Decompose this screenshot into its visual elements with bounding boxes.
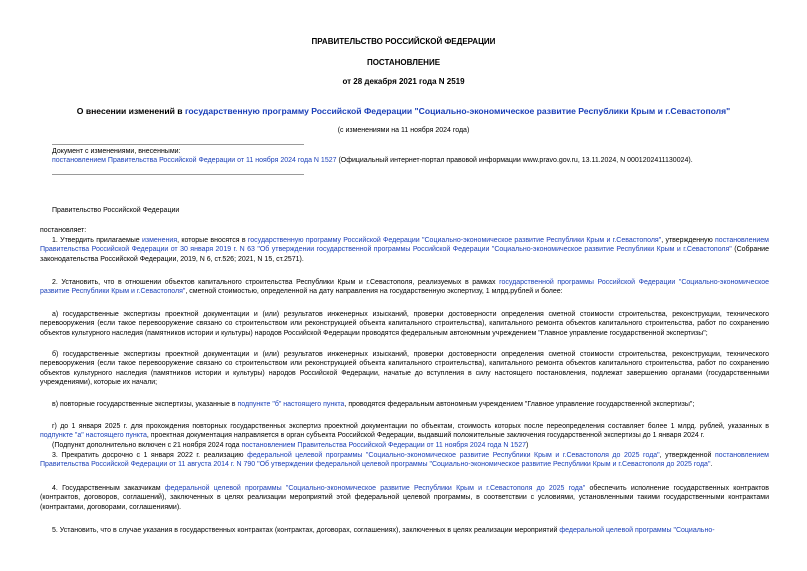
paragraph-5 [40,526,769,535]
paragraph-4 [40,484,769,512]
pg-text-a: г) до 1 января 2025 г. для прохождения повторных государственных экспертиз проектной документации по объектам, стоимость которых после переопределения составляет более 1 млрд. рублей, указанных в [52,423,769,430]
amended-note: (с изменениями на 11 ноября 2024 года) [337,127,470,134]
p4-text-a: 4. Государственным заказчикам [52,485,165,492]
p1-program-link[interactable]: государственную программу Российской Федерации "Социально-экономическое развитие Республики Крым и г.Севастополя" [247,237,662,244]
document-type: ПОСТАНОВЛЕНИЕ [366,58,441,67]
p2-text-b: , сметной стоимостью, определенной на дату направления на государственную экспертизу, 1 млрд.рублей и более: [185,288,563,296]
p4-fcp-link[interactable]: федеральной целевой программы "Социально-экономическое развитие Республики Крым и г.Севастополя до 2025 года" [164,485,586,492]
paragraph-1 [40,236,769,264]
changes-tail: (Официальный интернет-портал правовой информации www.pravo.gov.ru, 13.11.2024, N 0001202411130024). [336,157,693,164]
subparagraph-v [40,400,769,409]
pv-text-a: в) повторные государственные экспертизы, указанные в [52,401,238,408]
pv-subparagraph-link[interactable]: подпункте "б" настоящего пункта [237,401,345,408]
pv-text-b: , проводятся федеральным автономным учреждением "Главное управление государственной экспертизы"; [344,401,695,408]
pg-subparagraph-link[interactable]: подпункте "а" настоящего пункта [40,432,147,440]
p5-text-a: 5. Установить, что в случае указания в государственных контрактах (контрактах, договорах, соглашениях), заключенных в целях реализации мероприятий [52,527,560,534]
issuer-title: ПРАВИТЕЛЬСТВО РОССИЙСКОЙ ФЕДЕРАЦИИ [311,37,496,46]
p2-program-link[interactable]: государственной программы Российской Федерации "Социально-экономическое развитие Республики Крым и г.Севастополя" [40,279,769,296]
p4-text-b: обеспечить исполнение государственных контрактов (контрактов, договоров, соглашений), заключенных в целях реализации мероприятий этой федеральной целевой программы, в соответствии с условиями, установленными такими государственными контрактами (контрактами, договорами, соглашениями). [40,485,770,511]
pg-note-link[interactable]: постановлением Правительства Российской Федерации от 11 ноября 2024 года N 1527 [241,442,526,449]
document-date: от 28 декабря 2021 года N 2519 [342,77,465,86]
divider-bottom [52,174,304,175]
pg-note-text-a: (Подпункт дополнительно включен с 21 ноября 2024 года [52,442,242,449]
p3-text-b: , утвержденной [659,452,716,459]
title-prefix: О внесении изменений в [76,106,185,116]
p1-text-d: (Собрание законодательства Российской Федерации, 2019, N 6, ст.526; 2021, N 15, ст.2571). [40,246,769,263]
paragraph-2 [40,278,769,297]
pg-note-text-b: ) [525,442,529,449]
pg-text-b: , проектная документация направляется в орган субъекта Российской Федерации, выдавший положительные заключения государственной экспертизы до 1 января 2024 г. [146,432,705,440]
title-program-link[interactable]: государственную программу Российской Федерации "Социально-экономическое развитие Республики Крым и г.Севастополя" [184,106,731,116]
p5-fcp-link[interactable]: федеральной целевой программы "Социально- [559,527,715,534]
p3-decree-link[interactable]: постановлением Правительства Российской Федерации от 11 августа 2014 г. N 790 "Об утверждении федеральной целевой программы "Социально-экономическое развитие Республики Крым и г.Севастополя до 2025 года" [40,452,769,469]
subparagraph-a: а) государственные экспертизы проектной документации и (или) результатов инженерных изысканий, проверки достоверности определения сметной стоимости строительства, реконструкции, технического перевооружения (если такое перевооружение связано со строительством или реконструкцией объекта капитального строительства), капитального ремонта объектов капитального строительства, работ по сохранению объектов культурного наследия (памятников истории и культуры) народов Российской Федерации проводятся федеральным автономным учреждением "Главное управление государственной экспертизы"; [40,311,769,337]
p3-fcp-link[interactable]: федеральной целевой программы "Социально-экономическое развитие Республики Крым и г.Севастополя до 2025 года" [247,452,660,459]
changes-label: Документ с изменениями, внесенными: [52,148,181,155]
subparagraph-b: б) государственные экспертизы проектной документации и (или) результатов инженерных изысканий, проверки достоверности определения сметной стоимости строительства, реконструкции, технического перевооружения (если такое перевооружение связано со строительством или реконструкцией объекта капитального строительства), капитального ремонта объектов капитального строительства, работ по сохранению объектов культурного наследия (памятников истории и культуры) народов Российской Федерации, начатые до вступления в силу настоящего постановления, подлежат завершению органами (государственными учреждениями), которые их начали; [40,351,769,387]
p1-text-a: 1. Утвердить прилагаемые [52,237,142,244]
p1-changes-link[interactable]: изменения [141,237,178,244]
p1-text-c: , утвержденную [661,237,716,244]
changes-link[interactable]: постановлением Правительства Российской Федерации от 11 ноября 2024 года N 1527 [52,157,337,164]
changes-line [52,156,782,166]
decides-line: постановляет: [40,227,87,234]
p1-text-b: , которые вносятся в [177,237,248,244]
divider-top [52,144,304,145]
p3-text-c: . [710,461,713,469]
p1-decree-link[interactable]: постановлением Правительства Российской Федерации от 30 января 2019 г. N 63 "Об утверждении государственной программы Российской Федерации "Социально-экономическое развитие Республики Крым и г.Севастополя" [40,237,769,254]
document-title [0,107,807,117]
p3-text-a: 3. Прекратить досрочно с 1 января 2022 г. реализацию [52,452,248,459]
paragraph-3 [40,451,769,470]
p2-text-a: 2. Установить, что в отношении объектов капитального строительства Республики Крым и г.Севастополя, реализуемых в рамках [52,279,500,286]
government-line: Правительство Российской Федерации [52,207,180,214]
subparagraph-g [40,422,769,441]
subparagraph-g-note [52,441,528,451]
